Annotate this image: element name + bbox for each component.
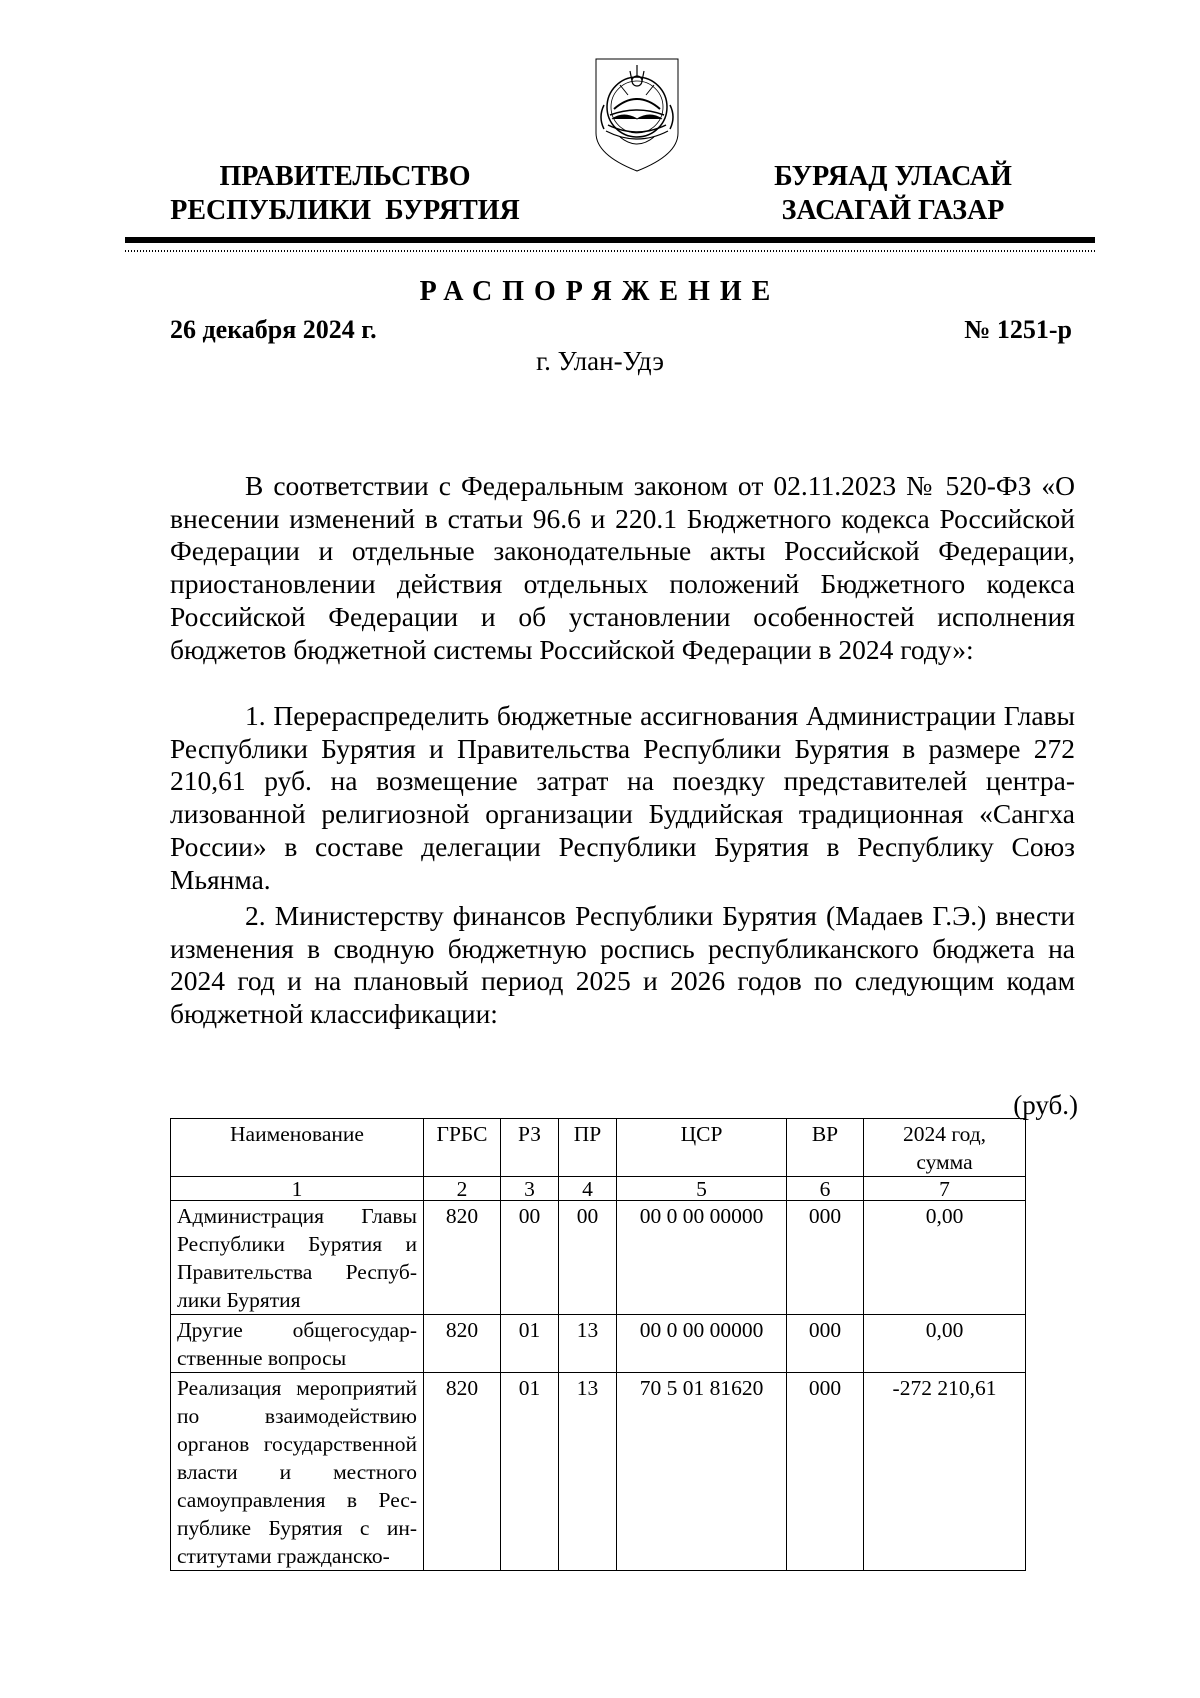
paragraph-item-2: 2. Министерству финансов Республики Бурятия (Мадаев Г.Э.) внести изменения в сводную бюджетную роспись республиканского бюджета на 2024 год и на плановый период 2025 и 2026 годов по следующим кодам бюджетной классификации: <box>170 900 1075 1030</box>
table-column-number: 4 <box>559 1177 617 1201</box>
table-unit-label: (руб.) <box>1013 1090 1078 1120</box>
table-cell-rz: 00 <box>501 1201 559 1315</box>
table-cell-pr: 13 <box>559 1373 617 1571</box>
table-column-number: 6 <box>787 1177 864 1201</box>
header-left-line2: РЕСПУБЛИКИ БУРЯТИЯ <box>170 195 520 226</box>
table-cell-csr: 00 0 00 00000 <box>617 1315 787 1373</box>
table-column-number: 3 <box>501 1177 559 1201</box>
table-column-number-row <box>171 1177 1026 1201</box>
paragraph-item-1: 1. Перераспределить бюджетные ассигнования Администрации Главы Республики Бурятия и Правительства Республики Бурятия в размере 272 210,61 руб. на возмещение затрат на поездку представителей централизованной религиозной организации Буддийская традиционная «Сангха России» в составе делегации Республики Бурятия в Республику Союз Мьянма. <box>170 700 1075 895</box>
table-cell-rz: 01 <box>501 1373 559 1571</box>
table-cell-amount: 0,00 <box>864 1201 1026 1315</box>
document-type: РАСПОРЯЖЕНИЕ <box>419 276 781 307</box>
header-right-title <box>738 160 1048 228</box>
table-cell-grbs: 820 <box>424 1201 501 1315</box>
table-header-cell: ГРБС <box>424 1119 501 1177</box>
document-date: 26 декабря 2024 г. <box>170 315 377 344</box>
table-header-cell: ПР <box>559 1119 617 1177</box>
budget-table <box>170 1118 1026 1571</box>
header-left-line1: ПРАВИТЕЛЬСТВО <box>219 161 471 192</box>
header-divider-thin <box>125 250 1095 252</box>
table-cell-vr: 000 <box>787 1201 864 1315</box>
header-divider-thick <box>125 237 1095 243</box>
table-header-cell: ВР <box>787 1119 864 1177</box>
table-header-cell: ЦСР <box>617 1119 787 1177</box>
table-cell-vr: 000 <box>787 1315 864 1373</box>
table-column-number: 5 <box>617 1177 787 1201</box>
table-row <box>171 1315 1026 1373</box>
table-header-row <box>171 1119 1026 1177</box>
document-number: № 1251-р <box>964 315 1072 344</box>
table-cell-csr: 00 0 00 00000 <box>617 1201 787 1315</box>
table-cell-pr: 13 <box>559 1315 617 1373</box>
header-right-line2: ЗАСАГАЙ ГАЗАР <box>781 195 1005 226</box>
table-row <box>171 1201 1026 1315</box>
table-cell-csr: 70 5 01 81620 <box>617 1373 787 1571</box>
table-header-cell: Наименование <box>171 1119 424 1177</box>
preamble-paragraph: В соответствии с Федеральным законом от 02.11.2023 № 520-ФЗ «О внесении изменений в статьи 96.6 и 220.1 Бюджетного кодекса Российской Федерации и отдельные законодательные акты Российской Федерации, приостановлении действия отдельных положений Бюджетного кодекса Российской Федерации и об установлении особенностей исполнения бюджетов бюджетной системы Российской Федерации в 2024 году»: <box>170 470 1075 665</box>
table-cell-name: Другие общегосударственные вопросы <box>171 1315 424 1373</box>
table-header-cell: РЗ <box>501 1119 559 1177</box>
header-right-line1: БУРЯАД УЛАСАЙ <box>774 161 1012 192</box>
header-left-title <box>160 160 530 228</box>
table-cell-rz: 01 <box>501 1315 559 1373</box>
table-row <box>171 1373 1026 1571</box>
table-cell-pr: 00 <box>559 1201 617 1315</box>
table-cell-amount: 0,00 <box>864 1315 1026 1373</box>
coat-of-arms-icon <box>590 55 684 175</box>
table-cell-name: Реализация мероприятий по взаимодействию органов государственной власти и местного самоуправления в Республике Бурятия с институтами гражданско- <box>171 1373 424 1571</box>
table-cell-name: Администрация Главы Республики Бурятия и Правительства Республики Бурятия <box>171 1201 424 1315</box>
table-header-cell: 2024 год, сумма <box>864 1119 1026 1177</box>
table-column-number: 2 <box>424 1177 501 1201</box>
table-cell-vr: 000 <box>787 1373 864 1571</box>
table-cell-grbs: 820 <box>424 1373 501 1571</box>
document-city: г. Улан-Удэ <box>536 346 664 376</box>
table-cell-grbs: 820 <box>424 1315 501 1373</box>
table-column-number: 7 <box>864 1177 1026 1201</box>
table-cell-amount: -272 210,61 <box>864 1373 1026 1571</box>
table-column-number: 1 <box>171 1177 424 1201</box>
